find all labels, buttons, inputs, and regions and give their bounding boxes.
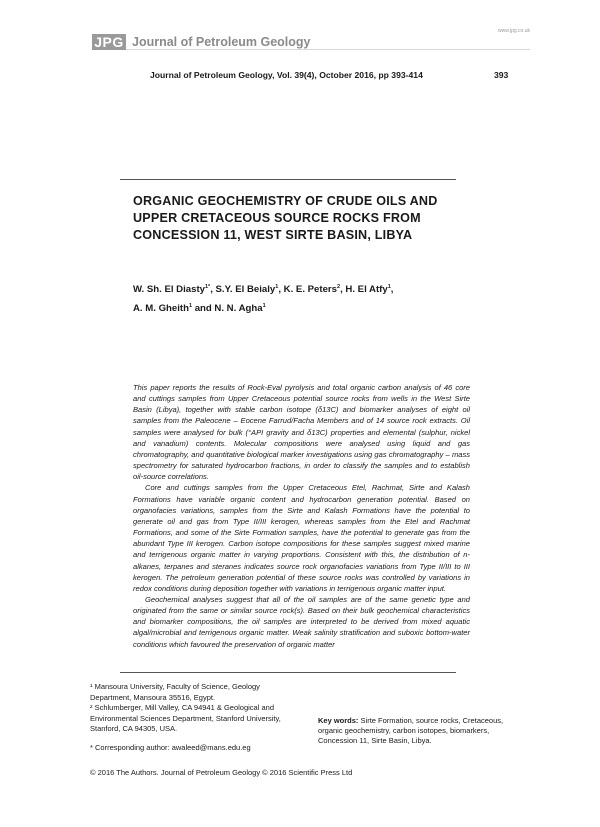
affiliation-2: ² Schlumberger, Mill Valley, CA 94941 & Geological and Environmental Sciences Department, Stanford University, Stanford, CA 94305, USA. [90,703,281,733]
journal-logo-banner [92,28,530,52]
bottom-divider [120,672,456,673]
article-title: ORGANIC GEOCHEMISTRY OF CRUDE OILS AND UPPER CRETACEOUS SOURCE ROCKS FROM CONCESSION 11, WEST SIRTE BASIN, LIBYA [133,194,438,242]
copyright-notice: © 2016 The Authors. Journal of Petroleum Geology © 2016 Scientific Press Ltd [90,768,353,777]
keywords-label: Key words: [318,716,359,725]
abstract-paragraph-2: Core and cuttings samples from the Upper Cretaceous Etel, Rachmat, Sirte and Kalash Formations have variable organic content and hydrocarbon generation potential. Based on organofacies variations, samples from the Sirte and Kalash Formations have the potential to generate oil and gas from Type II/III kerogen, whereas samples from the Etel and Rachmat Formations, and some of the Sirte Formation samples, have the potential to generate gas from the abundant Type III kerogen. Carbon isotope compositions for these samples suggest mixed marine and terrigenous organic matter in varying proportions. Consistent with this, the distribution of n-alkanes, terpanes and steranes indicates source rock organofacies variations from Type II/III to III kerogen. The petroleum generation potential of these source rocks was controlled by variations in redox conditions during deposition together with variations in terrigenous organic matter input. [133,483,470,593]
journal-logo-mark: JPG [92,34,126,50]
author: W. Sh. El Diasty$^{1*}$, [133,284,216,296]
keywords [318,716,522,747]
logo-underline [126,49,530,50]
top-divider [120,179,456,180]
page-number: 393 [494,70,509,80]
author: A. M. Gheith$^1$ and [133,303,215,315]
author-list [133,279,453,317]
abstract-paragraph-1: This paper reports the results of Rock-Eval pyrolysis and total organic carbon analysis of 46 core and cuttings samples from Upper Cretaceous potential source rocks from wells in the West Sirte Basin (Libya), together with stable carbon isotope (δ13C) and biomarker analyses of eight oil samples from the Paleocene – Eocene Farrud/Facha Members and of 14 source rock extracts. Oil samples were analysed for bulk (°API gravity and δ13C) properties and elemental (sulphur, nickel and vanadium) contents. Molecular compositions were analysed using liquid and gas chromatography, and quantitative biological marker investigations using gas chromatography – mass spectrometry for saturated hydrocarbon fractions, in order to classify the samples and to establish oil-source correlations. [133,383,470,482]
journal-logo-name: Journal of Petroleum Geology [132,35,311,49]
keywords-text: Sirte Formation, source rocks, Cretaceous, organic geochemistry, carbon isotopes, biomarkers, Concession 11, Sirte Basin, Libya. [318,716,504,746]
abstract-paragraph-3: Geochemical analyses suggest that all of the oil samples are of the same genetic type and originated from the same or similar source rock(s). Based on their bulk geochemical characteristics and biomarker compositions, the oil samples are interpreted to be derived from mixed aquatic algal/microbial and terrigenous organic matter. Weak salinity stratification and suboxic bottom-water conditions which favoured the preservation of organic matter [133,594,470,649]
author: N. N. Agha$^1$ [214,303,266,315]
author: S.Y. El Beialy$^1$, [215,284,284,296]
running-head: Journal of Petroleum Geology, Vol. 39(4), October 2016, pp 393-414 [150,70,423,80]
affiliations [90,682,300,753]
abstract [133,382,470,650]
affiliation-1: ¹ Mansoura University, Faculty of Science, Geology Department, Mansoura 35516, Egypt. [90,682,260,702]
journal-url[interactable]: www.jpg.co.uk [498,28,530,34]
corresponding-author: * Corresponding author: awaleed@mans.edu.eg [90,742,251,752]
author: K. E. Peters$^2$, [283,284,346,296]
author: H. El Atfy$^1$, [345,284,394,296]
